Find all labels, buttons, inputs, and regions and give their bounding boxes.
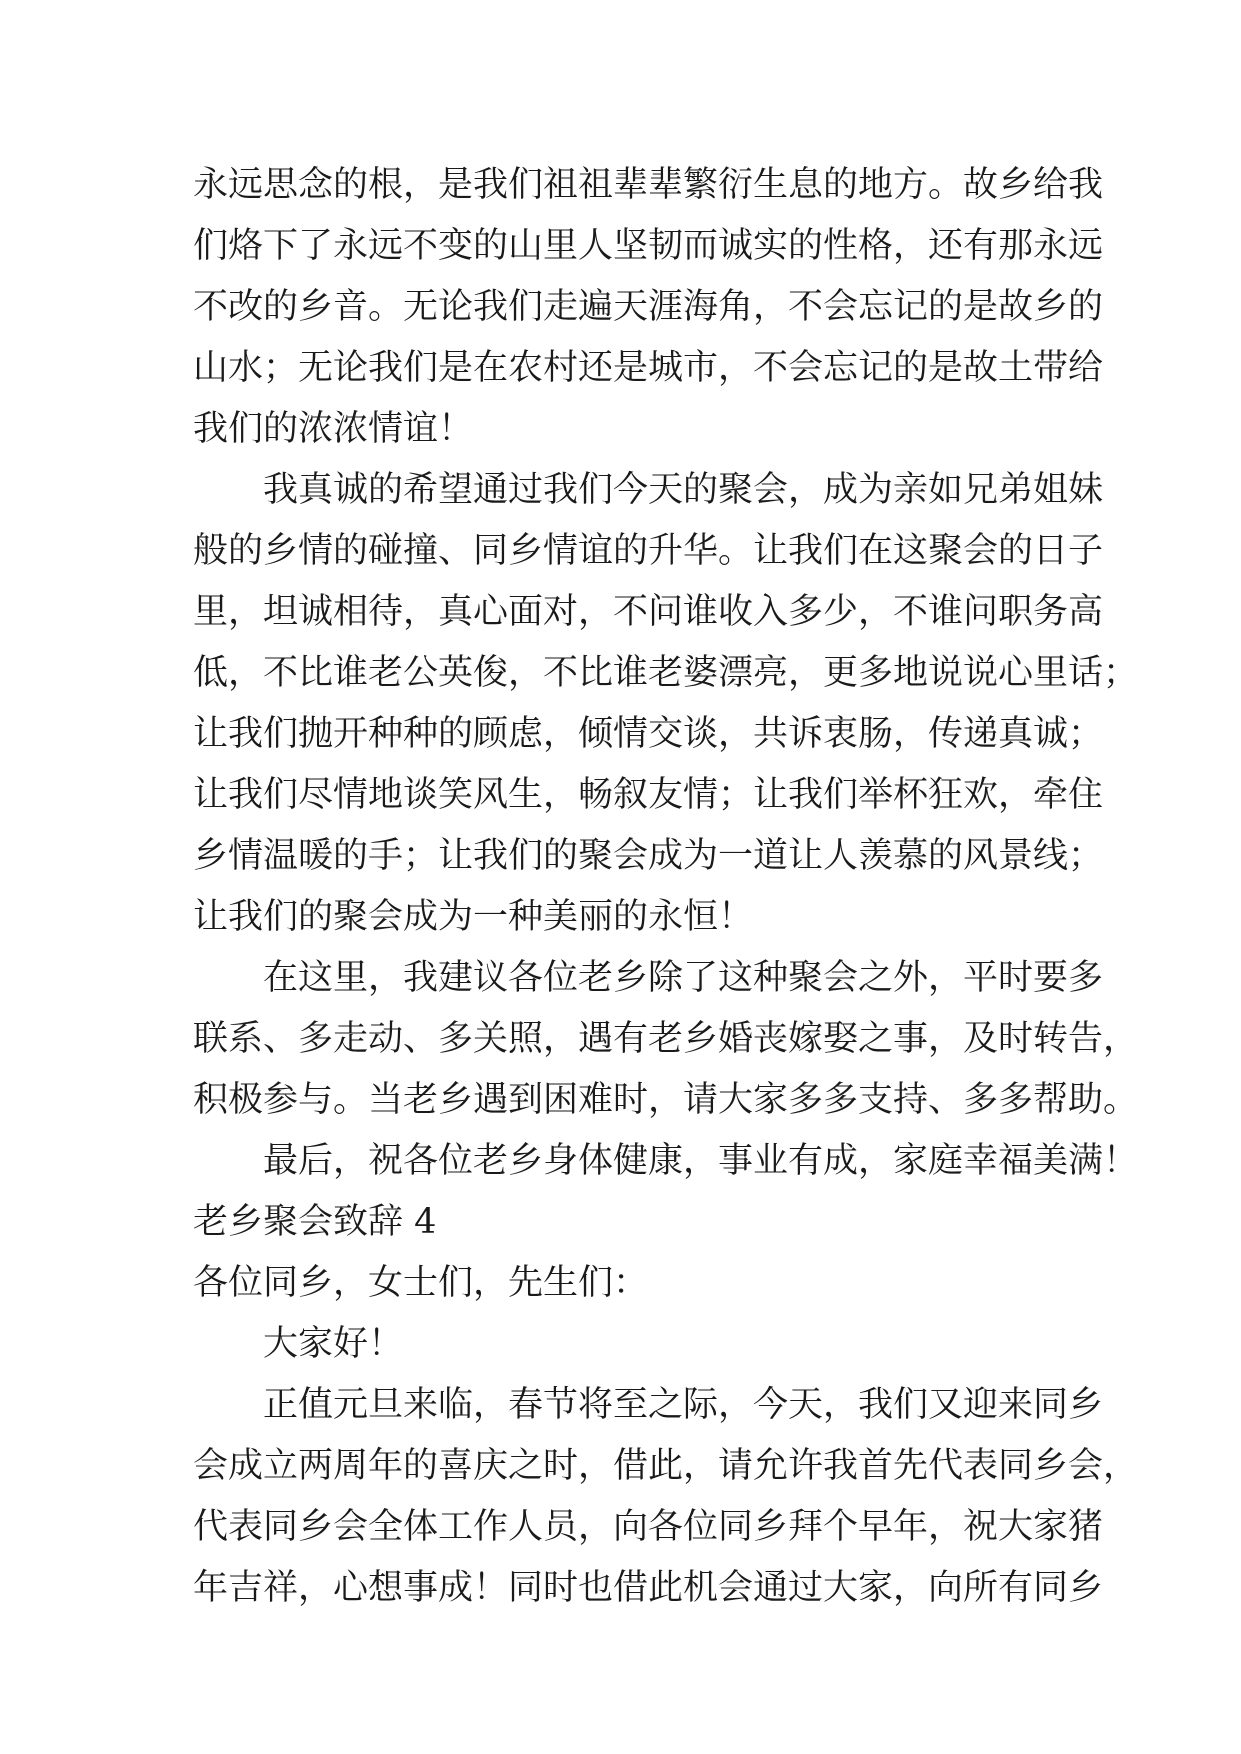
text-line-3: 不改的乡音。无论我们走遍天涯海角，不会忘记的是故乡的	[193, 287, 1104, 327]
text-line-9: 低，不比谁老公英俊，不比谁老婆漂亮，更多地说说心里话；	[193, 653, 1139, 693]
text-line-6: 我真诚的希望通过我们今天的聚会，成为亲如兄弟姐妹	[263, 470, 1104, 510]
text-line-21: 正值元旦来临，春节将至之际，今天，我们又迎来同乡	[263, 1385, 1104, 1425]
text-line-10: 让我们抛开种种的顾虑，倾情交谈，共诉衷肠，传递真诚；	[193, 714, 1104, 754]
text-line-15: 联系、多走动、多关照，遇有老乡婚丧嫁娶之事，及时转告，	[193, 1019, 1139, 1059]
document-page	[193, 155, 1139, 1619]
text-line-22: 会成立两周年的喜庆之时，借此，请允许我首先代表同乡会，	[193, 1446, 1139, 1486]
section-heading: 老乡聚会致辞 4	[193, 1202, 437, 1242]
text-line-4: 山水；无论我们是在农村还是城市，不会忘记的是故土带给	[193, 348, 1104, 388]
text-line-5: 我们的浓浓情谊！	[193, 409, 474, 449]
text-line-1: 永远思念的根，是我们祖祖辈辈繁衍生息的地方。故乡给我	[193, 165, 1104, 205]
text-line-16: 积极参与。当老乡遇到困难时，请大家多多支持、多多帮助。	[193, 1080, 1139, 1120]
text-line-8: 里，坦诚相待，真心面对，不问谁收入多少，不谁问职务高	[193, 592, 1104, 632]
text-line-24: 年吉祥，心想事成！同时也借此机会通过大家，向所有同乡	[193, 1568, 1104, 1608]
text-line-23: 代表同乡会全体工作人员，向各位同乡拜个早年，祝大家猪	[193, 1507, 1104, 1547]
text-line-11: 让我们尽情地谈笑风生，畅叙友情；让我们举杯狂欢，牵住	[193, 775, 1104, 815]
text-line-2: 们烙下了永远不变的山里人坚韧而诚实的性格，还有那永远	[193, 226, 1104, 266]
text-line-17: 最后，祝各位老乡身体健康，事业有成，家庭幸福美满！	[263, 1141, 1139, 1181]
text-line-14: 在这里，我建议各位老乡除了这种聚会之外，平时要多	[263, 958, 1104, 998]
greeting-line: 大家好！	[263, 1324, 404, 1364]
text-line-13: 让我们的聚会成为一种美丽的永恒！	[193, 897, 754, 937]
text-line-12: 乡情温暖的手；让我们的聚会成为一道让人羡慕的风景线；	[193, 836, 1104, 876]
salutation-line: 各位同乡，女士们，先生们：	[193, 1263, 649, 1303]
text-line-7: 般的乡情的碰撞、同乡情谊的升华。让我们在这聚会的日子	[193, 531, 1104, 571]
